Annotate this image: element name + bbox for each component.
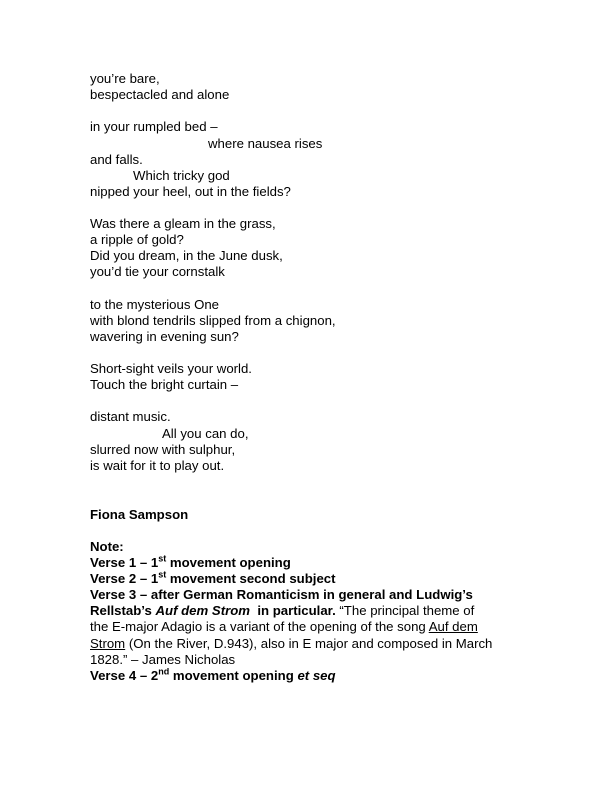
poem-line: All you can do, (162, 426, 249, 441)
note-heading: Note: (90, 539, 124, 554)
poem-line: nipped your heel, out in the fields? (90, 184, 291, 199)
poem-line: you’d tie your cornstalk (90, 264, 225, 279)
poem-line: distant music. (90, 409, 171, 424)
poem-line: wavering in evening sun? (90, 329, 239, 344)
note-verse-1-label: Verse 1 – 1 (90, 555, 159, 570)
note-verse-2-text: movement second subject (166, 571, 336, 586)
note-verse-2 (90, 571, 336, 587)
ordinal-suffix: st (158, 553, 167, 564)
poem-line: in your rumpled bed – (90, 119, 218, 134)
song-title: Auf dem Strom (155, 603, 250, 618)
note-verse-1-text: movement opening (166, 555, 291, 570)
note-verse-1 (90, 555, 291, 571)
note-verse-3-bold: Rellstab’s (90, 603, 156, 618)
note-verse-3-line-5: 1828.” – James Nicholas (90, 652, 236, 667)
note-verse-3-bold: in particular. (250, 603, 336, 618)
song-title-underlined: Auf dem (428, 619, 478, 634)
note-verse-3-quote: “The principal theme of (335, 603, 475, 618)
ordinal-suffix: nd (158, 666, 170, 677)
note-verse-2-label: Verse 2 – 1 (90, 571, 159, 586)
poem-line: Short-sight veils your world. (90, 361, 252, 376)
note-verse-3-line-1: Verse 3 – after German Romanticism in general and Ludwig’s (90, 587, 473, 602)
note-verse-4-text: movement opening (169, 668, 298, 683)
poem-line: Was there a gleam in the grass, (90, 216, 276, 231)
note-verse-3-text: (On the River, D.943), also in E major and composed in March (125, 636, 493, 651)
poem-line: Touch the bright curtain – (90, 377, 239, 392)
note-verse-3-text: the E-major Adagio is a variant of the opening of the song (90, 619, 429, 634)
poem-line: you’re bare, (90, 71, 160, 86)
note-verse-4-italic: et seq (297, 668, 336, 683)
poem-line: and falls. (90, 152, 143, 167)
note-verse-3-line-2 (90, 603, 474, 619)
author-name: Fiona Sampson (90, 507, 189, 522)
poem-line: with blond tendrils slipped from a chignon, (90, 313, 336, 328)
note-verse-3-line-3 (90, 619, 478, 635)
poem-line: slurred now with sulphur, (90, 442, 236, 457)
poem-line: a ripple of gold? (90, 232, 184, 247)
poem-line: Did you dream, in the June dusk, (90, 248, 283, 263)
note-verse-4-label: Verse 4 – 2 (90, 668, 159, 683)
note-verse-3-line-4 (90, 636, 492, 652)
ordinal-suffix: st (158, 569, 167, 580)
poem-line: where nausea rises (208, 136, 323, 151)
poem-line: Which tricky god (133, 168, 230, 183)
poem-line: bespectacled and alone (90, 87, 230, 102)
song-title-underlined: Strom (90, 636, 126, 651)
note-verse-4 (90, 668, 336, 684)
poem-line: is wait for it to play out. (90, 458, 225, 473)
poem-line: to the mysterious One (90, 297, 220, 312)
